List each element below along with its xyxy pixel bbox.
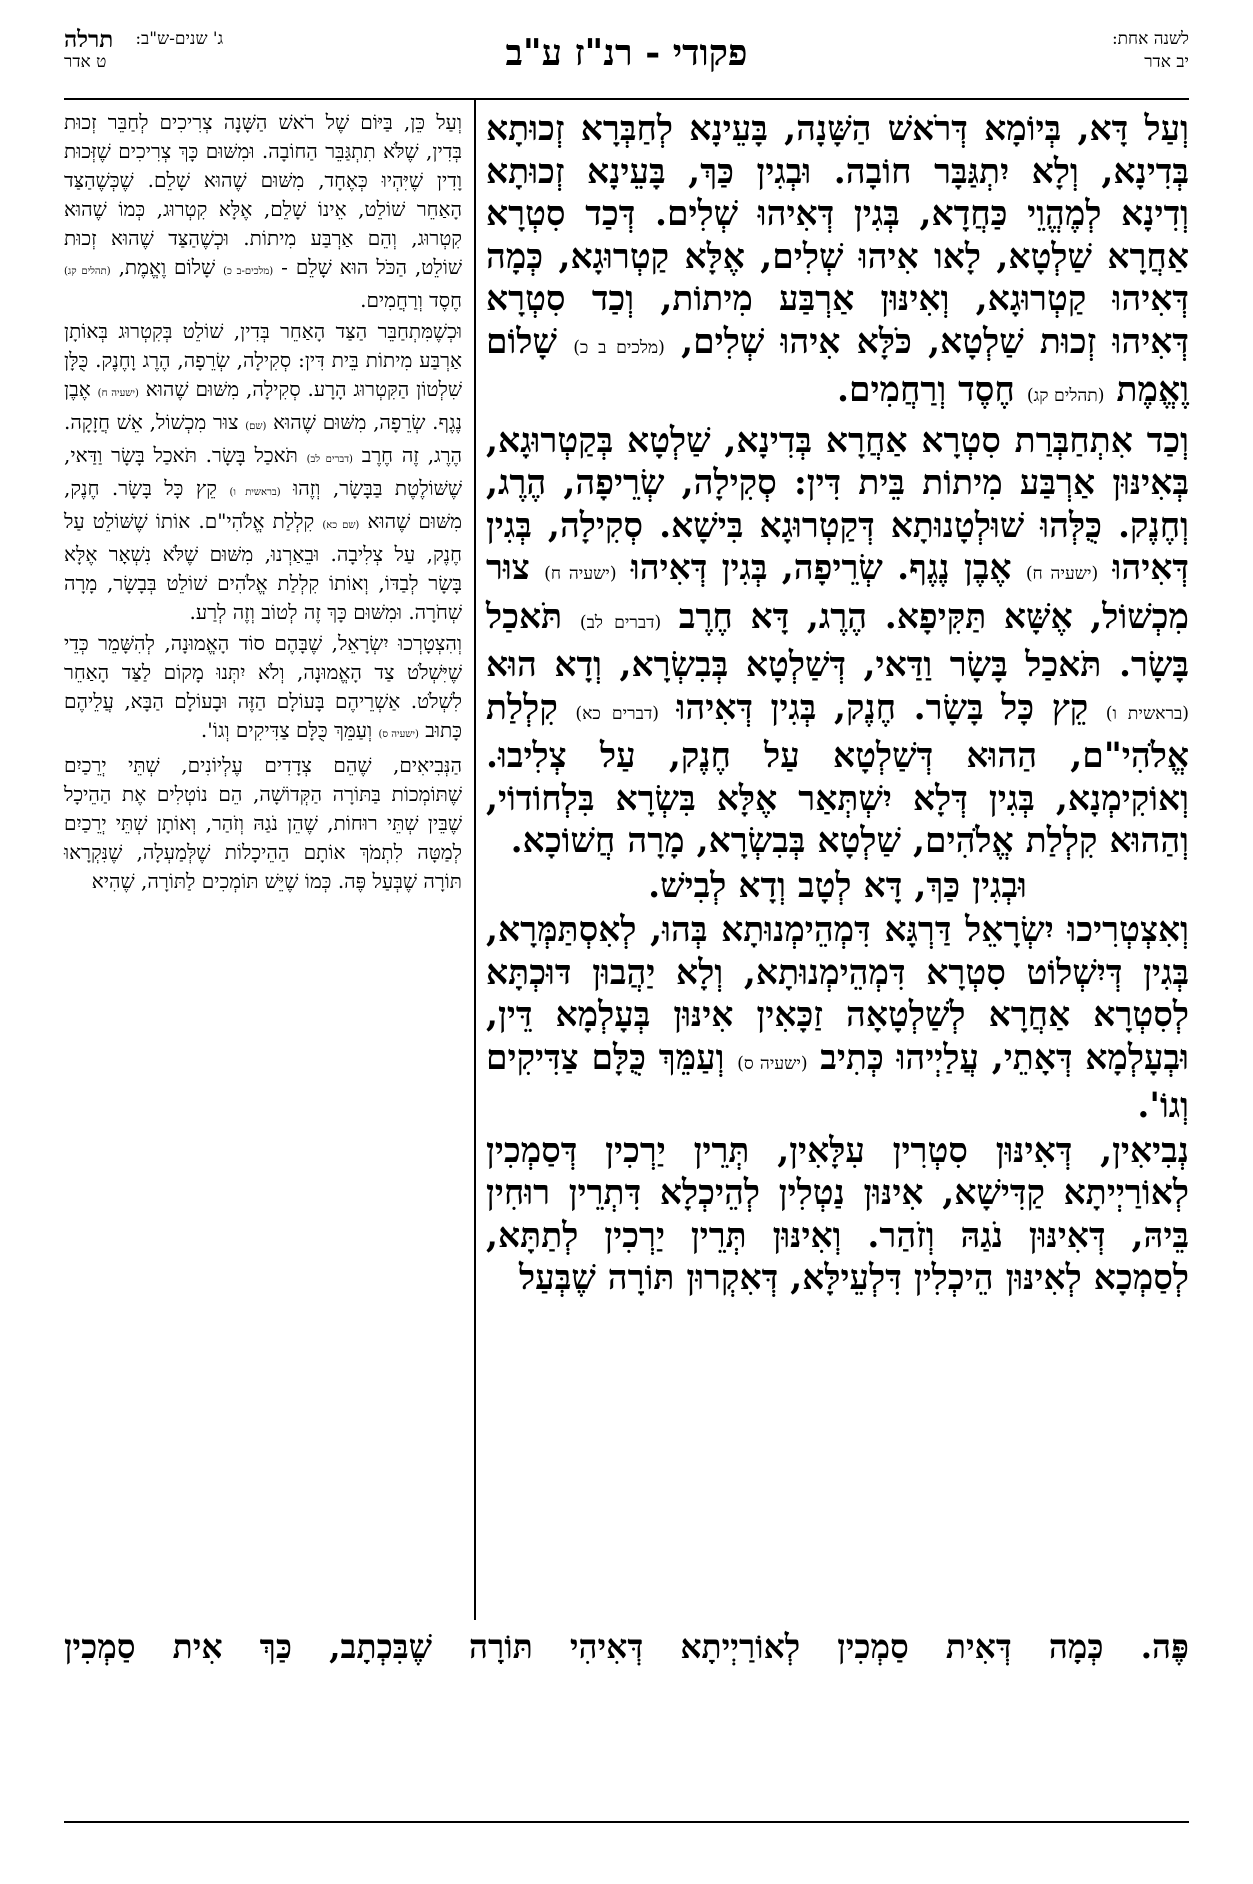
- main-paragraph: וְעַל דָּא, בְּיוֹמָא דְּרֹאשׁ הַשָּׁנָה, בָּעֵינָא לְחַבְּרָא זְכוּתָא בְּדִינָא, וְלָא יִתְגַּבָּר חוֹבָה. וּבְגִין כַּךְ, בָּעֵינָא זְכוּתָא וְדִינָא לְמֶהֱוֵי כַּחֲדָא, בְּגִין דְּאִיהוּ שְׁלִים. דְּכַד סִטְרָא אַחֲרָא שַׁלְטָא, לָאו אִיהוּ שְׁלִים, אֶלָּא קַטְרוּגָא, כְּמָה דְּאִיהוּ קַטְרוּגָא, וְאִינּוּן אַרְבַּע מִיתוֹת, וְכַד סִטְרָא דְּאִיהוּ זְכוּת שַׁלְטָא, כֹּלָּא אִיהוּ שְׁלִים, (מלכים ב כ) שָׁלוֹם וֶאֱמֶת (תהלים קג) חֶסֶד וְרַחֲמִים.: [486, 109, 1189, 410]
- source-reference: (ישעיה ס): [378, 729, 419, 740]
- page-header: [64, 28, 1189, 102]
- main-paragraph: וְאִצְטְרִיכוּ יִשְׂרָאֵל דַּרְגָּא דִּמְהֵימְנוּתָא בְּהוּ, לְאִסְתַּמְּרָא, בְּגִין דְּיִשְׁלוֹט סִטְרָא דִּמְהֵימְנוּתָא, וְלָא יַהֲבוּן דּוּכְתָּא לְסִטְרָא אַחֲרָא לְשַׁלְטָאָה זַכָּאִין אִינּוּן בְּעָלְמָא דֵּין, וּבְעָלְמָא דְּאָתֵי, עֲלַיְיהוּ כְּתִיב (ישעיה ס) וְעַמֵּךְ כֻּלָּם צַדִּיקִים וְגוֹ'.: [486, 910, 1189, 1126]
- aramaic-column: [486, 108, 1189, 1623]
- header-one-year-label: לשנה אחת:: [1111, 29, 1189, 49]
- main-paragraph: נְבִיאִין, דְּאִינּוּן סִטְרִין עִלָּאִין, תְּרֵין יַרְכִין דְּסַמְכִין לְאוֹרַיְיתָא קַדִּישָׁא, אִינּוּן נַטְלִין לְהֵיכְלָא דִּתְרֵין רוּחִין בֵּיהּ, דְּאִינּוּן נֹגַהּ וְזֹהַר. וְאִינּוּן תְּרֵין יַרְכִין לְתַתָּא, לְסַמְכָא לְאִינּוּן הֵיכְלִין דִּלְעֵילָּא, דְּאִקְרוּן תּוֹרָה שֶׁבְּעַל: [486, 1130, 1189, 1298]
- source-reference: (דברים לב): [306, 454, 353, 465]
- side-paragraph: וּכְשֶׁמִּתְחַבֵּר הַצַּד הָאַחֵר בְּדִין, שׁוֹלֵט בְּקִטְרוּג בְּאוֹתָן אַרְבַּע מִיתוֹת בֵּית דִּין: סְקִילָה, שְׂרֵפָה, הֶרֶג וָחֶנֶק. כֻּלָּן שִׁלְטוֹן הַקִּטְרוּג הָרָע. סְקִילָה, מִשּׁוּם שֶׁהוּא (ישעיה ח) אֶבֶן נֶגֶף. שְׂרֵפָה, מִשּׁוּם שֶׁהוּא (שם) צוּר מִכְשׁוֹל, אֵשׁ חֲזָקָה. הֶרֶג, זֶה חֶרֶב (דברים לב) תֹּאכַל בָּשָׂר. תֹּאכַל בָּשָׂר וַדַּאי, שֶׁשּׁוֹלֶטֶת בַּבָּשָׂר, וְזֶהוּ (בראשית ו) קֵץ כָּל בָּשָׂר. חֶנֶק, מִשּׁוּם שֶׁהוּא (שם כא) קִלְלַת אֱלֹהִי"ם. אוֹתוֹ שֶׁשּׁוֹלֵט עַל חֶנֶק, עַל צְלִיבָה. וּבֵאַרְנוּ, מִשּׁוּם שֶׁלֹּא נִשְׁאָר אֶלָּא בָּשָׂר לְבַדּוֹ, וְאוֹתוֹ קִלְלַת אֱלֹהִים שׁוֹלֵט בְּבָשָׂר, מָרָה שְׁחֹרָה. וּמִשּׁוּם כָּךְ זֶה לְטוֹב וְזֶה לְרַע.: [64, 319, 462, 624]
- hebrew-translation-column: [64, 108, 462, 1623]
- source-reference: (בראשית ו): [1105, 703, 1190, 724]
- side-paragraph: וְעַל כֵּן, בַּיּוֹם שֶׁל רֹאשׁ הַשָּׁנָה צְרִיכִים לְחַבֵּר זְכוּת בְּדִין, שֶׁלֹּא תִתְגַּבֵּר הַחוֹבָה. וּמִשּׁוּם כָּךְ צְרִיכִים שֶׁזְּכוּת וָדִין שֶׁיִּהְיוּ כְּאֶחָד, מִשּׁוּם שֶׁהוּא שָׁלֵם. שֶׁכְּשֶׁהַצַּד הָאַחֵר שׁוֹלֵט, אֵינוֹ שָׁלֵם, אֶלָּא קִטְרוּג, כְּמוֹ שֶׁהוּא קִטְרוּג, וְהֵם אַרְבַּע מִיתוֹת. וּכְשֶׁהַצַּד שֶׁהוּא זְכוּת שׁוֹלֵט, הַכֹּל הוּא שָׁלֵם - (מלכים-ב כ) שָׁלוֹם וֶאֱמֶת, (תהלים קג) חֶסֶד וְרַחֲמִים.: [64, 110, 462, 312]
- source-reference: (דברים לב): [579, 612, 662, 633]
- source-reference: (ישעיה ח): [1025, 564, 1099, 584]
- header-three-year-schedule: [64, 28, 223, 74]
- header-divider: [64, 98, 1189, 100]
- header-three-year-label: ג' שנים-ש"ב:: [135, 29, 224, 49]
- page-number: תרלה: [64, 26, 114, 53]
- header-one-year-date: יב אדר: [1144, 52, 1189, 72]
- source-reference: (שם): [245, 421, 267, 432]
- page-title: פקודי - רנ"ז ע"ב: [505, 32, 748, 74]
- side-paragraph: וְהִצְטָרְכוּ יִשְׂרָאֵל, שֶׁבָּהֶם סוֹד הָאֱמוּנָה, לְהִשָּׁמֵר כְּדֵי שֶׁיִּשְׁלֹט צַד הָאֱמוּנָה, וְלֹא יִתְּנוּ מָקוֹם לַצַּד הָאַחֵר לִשְׁלֹט. אַשְׁרֵיהֶם בָּעוֹלָם הַזֶּה וּבָעוֹלָם הַבָּא, עֲלֵיהֶם כָּתוּב (ישעיה ס) וְעַמֵּךְ כֻּלָּם צַדִּיקִים וְגוֹ'.: [64, 631, 462, 742]
- main-paragraph: וְכַד אִתְחַבְּרַת סִטְרָא אַחֲרָא בְּדִינָא, שַׁלְטָא בְּקַטְרוּגָא, בְּאִינּוּן אַרְבַּע מִיתוֹת בֵּית דִּין: סְקִילָה, שְׂרֵיפָה, הֶרֶג, וְחֶנֶק. כֻּלְּהוּ שׁוּלְטָנוּתָא דְּקַטְרוּגָא בִּישָׁא. סְקִילָה, בְּגִין דְּאִיהוּ (ישעיה ח) אֶבֶן נֶגֶף. שְׂרֵיפָה, בְּגִין דְּאִיהוּ (ישעיה ח) צוּר מִכְשׁוֹל, אֶשָּׁא תַּקִּיפָא. הֶרֶג, דָּא חֶרֶב (דברים לב) תֹּאכַל בָּשָׂר. תֹּאכַל בָּשָׂר וַדַּאי, דְּשַׁלְטָא בְּבִשְׂרָא, וְדָא הוּא (בראשית ו) קֵץ כָּל בָּשָׂר. חֶנֶק, בְּגִין דְּאִיהוּ (דברים כא) קִלְלַת אֱלֹהִי"ם, הַהוּא דְּשַׁלְטָא עַל חֶנֶק, עַל צְלִיבוּ. וְאוֹקִימְנָא, בְּגִין דְּלָא יִשְׁתְּאַר אֶלָּא בִּשְׂרָא בִּלְחוֹדוֹי, וְהַהוּא קִלְלַת אֱלֹהִים, שַׁלְטָא בְּבִשְׂרָא, מָרָה חֲשׁוֹכָא.: [486, 420, 1190, 861]
- source-reference: (תהלים קג): [1026, 386, 1105, 406]
- source-reference: (ישעיה ח): [544, 564, 617, 584]
- source-reference: (בראשית ו): [229, 487, 281, 498]
- column-divider: [474, 100, 476, 1620]
- source-reference: (תהלים קג): [64, 266, 111, 277]
- continuation-line: פֶּה. כְּמָה דְּאִית סַמְכִין לְאוֹרַיְיתָא דְּאִיהִי תּוֹרָה שֶׁבִּכְתָב, כַּךְ אִית סַמְכִין: [64, 1627, 1189, 1666]
- side-paragraph: הַנְּבִיאִים, שֶׁהֵם צְדָדִים עֶלְיוֹנִים, שְׁתֵּי יְרֵכַיִם שֶׁתּוֹמְכוֹת בַּתּוֹרָה הַקְּדוֹשָׁה, הֵם נוֹטְלִים אֶת הַהֵיכָל שֶׁבֵּין שְׁתֵּי רוּחוֹת, שֶׁהֵן נֹגַהּ וְזֹהַר, וְאוֹתָן שְׁתֵּי יְרֵכַיִם לְמַטָּה לִתְמֹךְ אוֹתָם הַהֵיכָלוֹת שֶׁלְּמַעְלָה, שֶׁנִּקְרָאוּ תּוֹרָה שֶׁבְּעַל פֶּה. כְּמוֹ שֶׁיֵּשׁ תּוֹמְכִים לַתּוֹרָה, שֶׁהִיא: [64, 753, 462, 893]
- source-reference: (מלכים-ב כ): [223, 266, 274, 277]
- source-reference: (ישעיה ח): [97, 388, 139, 399]
- source-reference: (שם כא): [322, 520, 360, 531]
- source-reference: (ישעיה ס): [737, 1053, 808, 1074]
- source-reference: (דברים כא): [575, 703, 659, 724]
- footer-divider: [64, 1821, 1189, 1823]
- main-paragraph: וּבְגִין כַּךְ, דָּא לְטָב וְדָא לְבִישׁ.: [648, 865, 1027, 906]
- source-reference: (מלכים ב כ): [573, 337, 665, 358]
- header-three-year-date: ט אדר: [64, 52, 107, 72]
